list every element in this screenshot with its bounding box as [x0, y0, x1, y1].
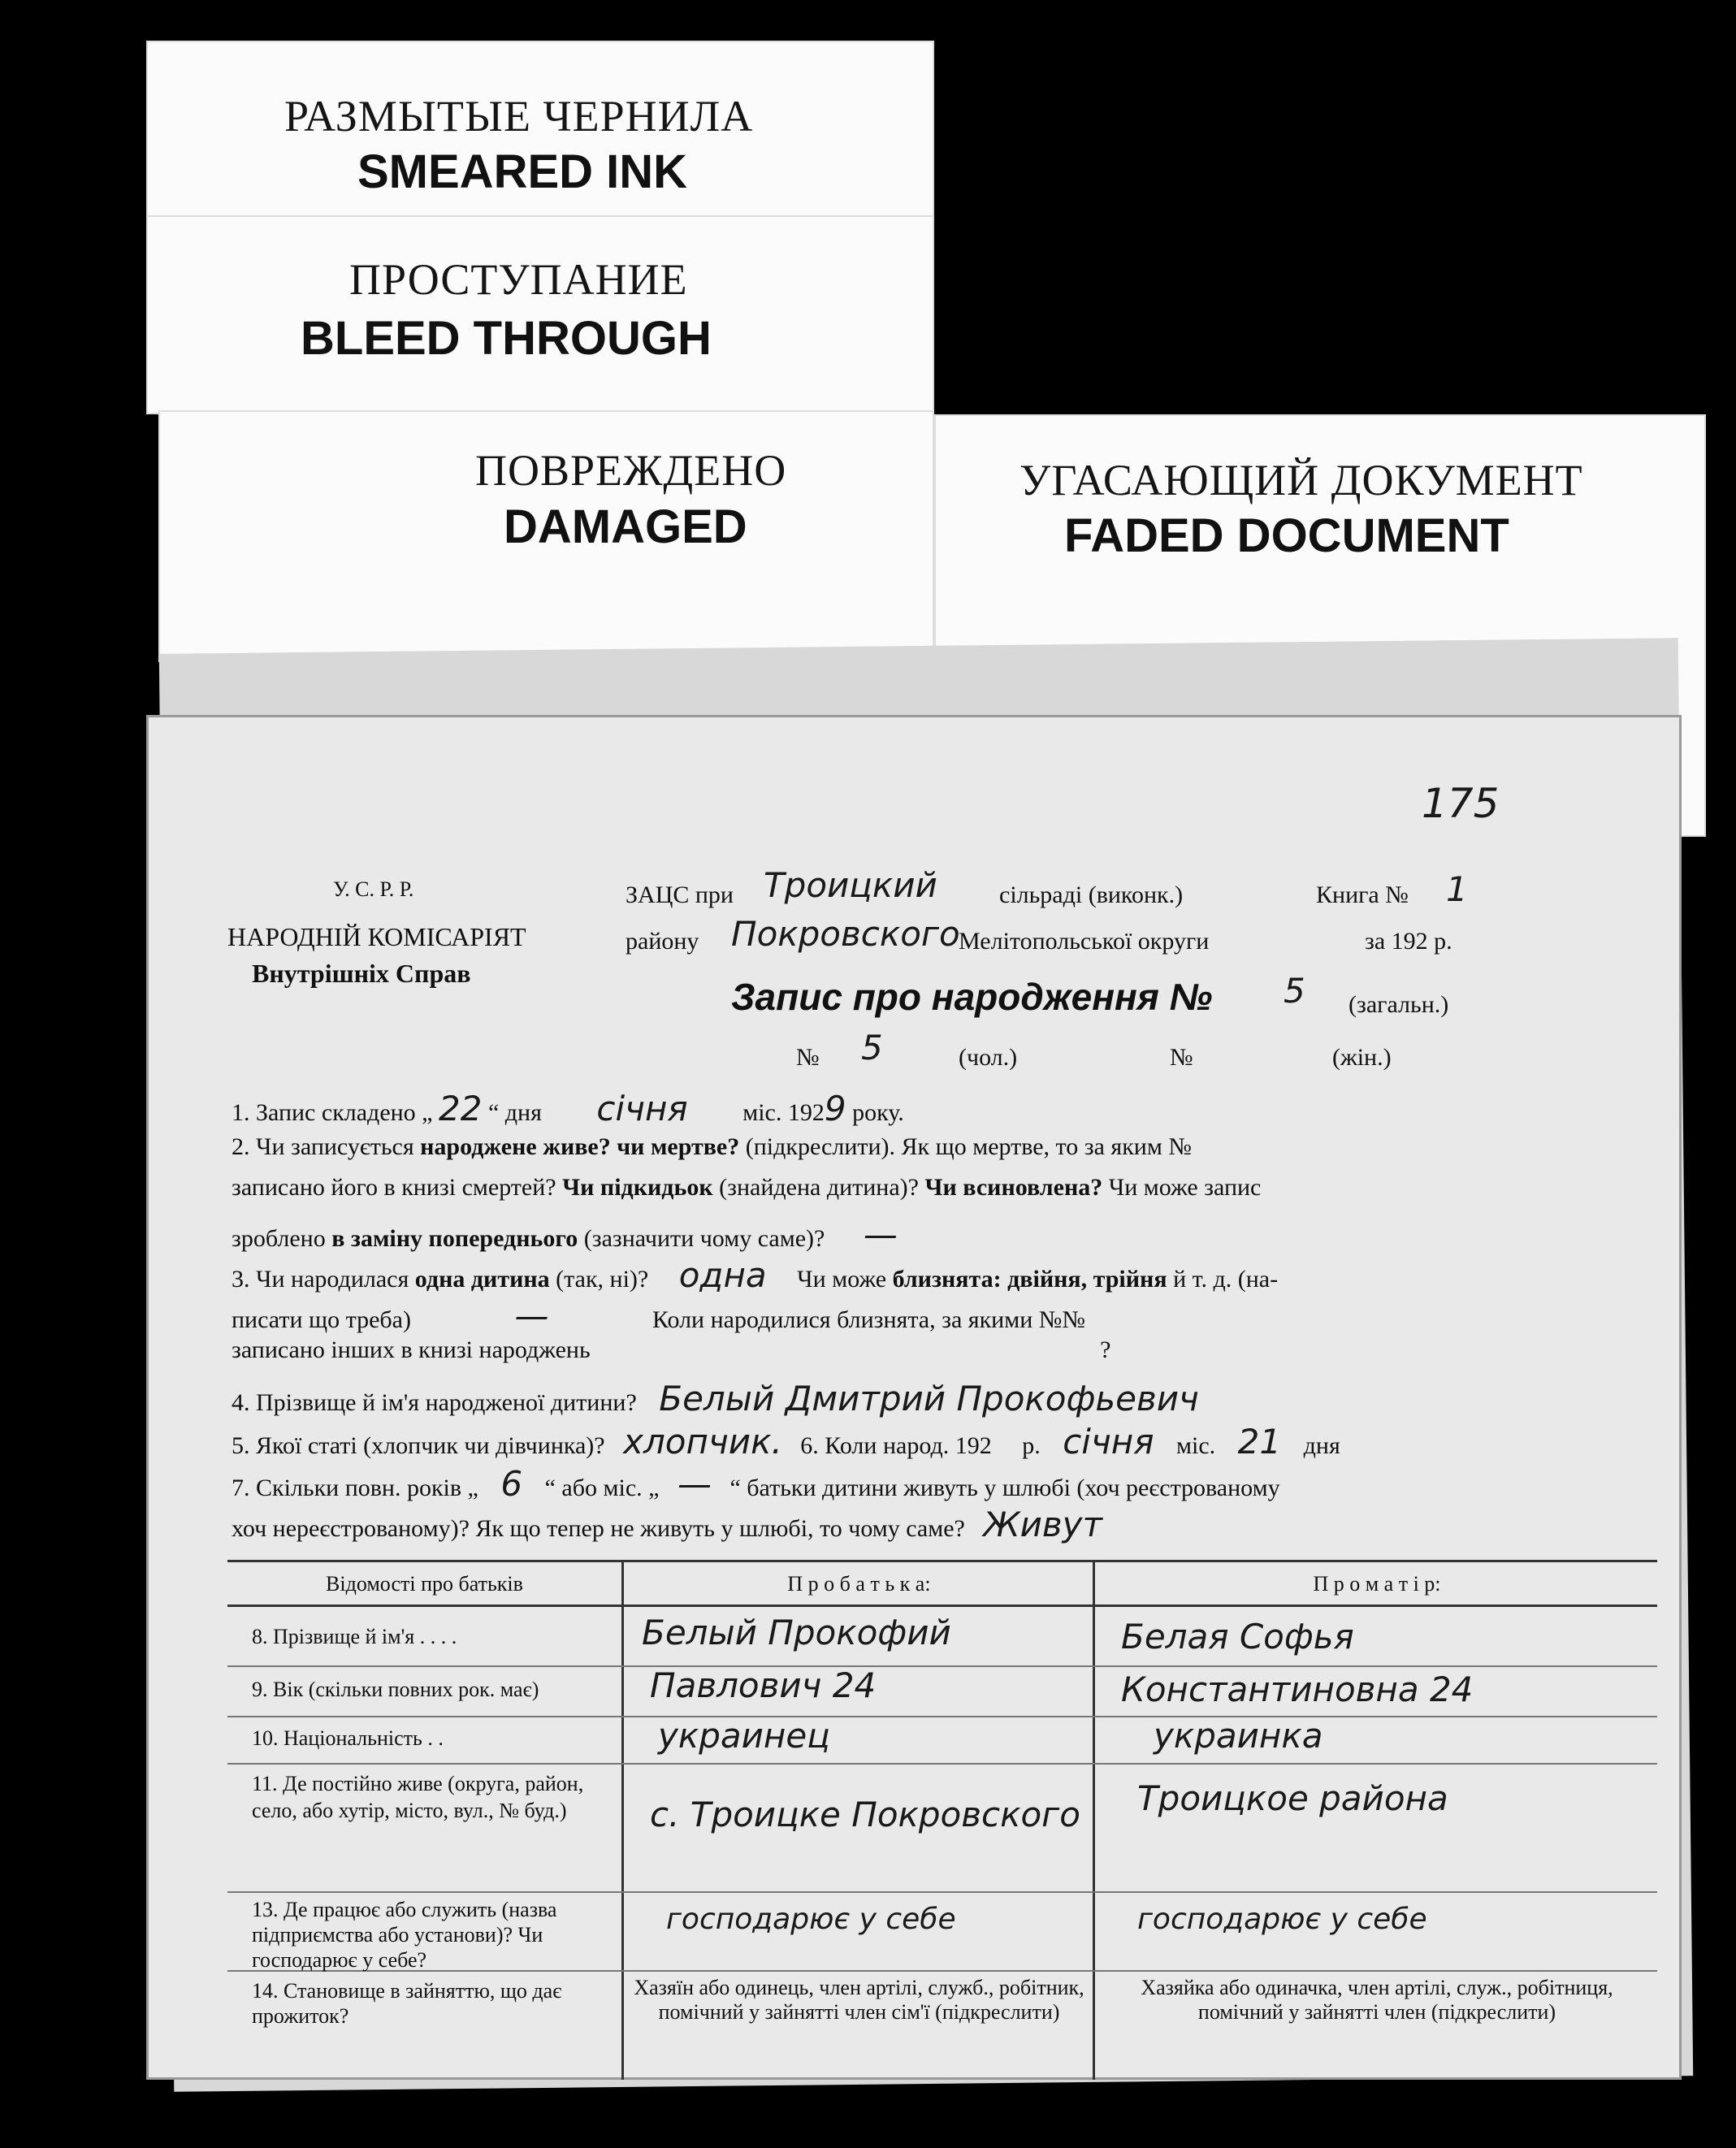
q3-line3-text: записано інших в книзі народжень [232, 1336, 591, 1363]
q6-a: 6. Коли народ. 192 [800, 1432, 992, 1459]
q3-e: близнята: двійня, трійня [892, 1266, 1167, 1293]
q2-a: 2. Чи записується [232, 1133, 414, 1160]
q2-line2 [232, 1174, 1261, 1202]
q2-line2-b: Чи підкидьок [562, 1174, 713, 1201]
q4-label: 4. Прізвище й ім'я народженої дитини? [232, 1389, 637, 1416]
record-title: Запис про народження № [731, 976, 1213, 1018]
q3-line1 [232, 1255, 1278, 1295]
okrugy-label: Мелітопольської округи [959, 928, 1210, 955]
damaged-ru: ПОВРЕЖДЕНО [475, 446, 787, 495]
q2-dash: — [863, 1215, 898, 1254]
q5-line [232, 1422, 1340, 1462]
q3-line2-b: Коли народилися близнята, за якими №№ [652, 1306, 1085, 1333]
q3-answer: одна [678, 1255, 767, 1295]
table-col-divider-2 [1093, 1560, 1095, 2080]
q7-answer: Живут [983, 1505, 1102, 1544]
birth-record-document [146, 715, 1682, 2080]
q1-label [232, 1089, 904, 1128]
q2-b: народжене живе? чи мертве? [420, 1133, 740, 1160]
q7-dash: — [677, 1464, 712, 1504]
q3-a: 3. Чи народилася [232, 1266, 409, 1293]
bleed-through-en: BLEED THROUGH [301, 312, 712, 365]
q1-a: 1. Запис складено „ [232, 1099, 433, 1126]
table-row-label: 13. Де працює або служить (назва підприємства або установи)? Чи господарює у себе? [252, 1898, 557, 1973]
zagaln-label: (загальн.) [1349, 991, 1449, 1018]
table-row-mother: Хазяйка або одиначка, член артілі, служ., робітниця, помічний у зайнятті член (підкреслити) [1141, 1976, 1613, 2024]
table-row-label: 14. Становище в зайняттю, що дає прожиток? [252, 1979, 562, 2029]
zhin-label: (жін.) [1332, 1044, 1392, 1071]
table-row-mother: Белая Софья [1121, 1617, 1354, 1656]
q3-line2-a: писати що треба) [232, 1306, 411, 1333]
q1-b: “ дня [487, 1099, 542, 1126]
q2-line2-a: записано його в книзі смертей? [232, 1174, 556, 1201]
q7-c: “ батьки дитини живуть у шлюбі (хоч реєстрованому [729, 1475, 1280, 1501]
table-col-divider-1 [621, 1560, 624, 2080]
label-smeared-ink [146, 41, 934, 219]
year-label: за 192 р. [1365, 928, 1452, 955]
label-damaged [158, 410, 934, 662]
table-row-label: 9. Вік (скільки повних рок. має) [252, 1678, 539, 1701]
q7-b: “ або міс. „ [544, 1475, 660, 1501]
table-row-mother: господарює у себе [1137, 1903, 1427, 1936]
table-row-label: 10. Національність . . [252, 1726, 444, 1750]
chol-label: (чол.) [959, 1044, 1018, 1071]
q3-c: (так, ні)? [556, 1266, 649, 1293]
q3-dash: — [514, 1296, 549, 1336]
q7-line2-text: хоч нереєстрованому)? Як що тепер не живуть у шлюбі, то чому саме? [232, 1515, 965, 1542]
male-number: 5 [861, 1028, 883, 1068]
table-row-rule [227, 1891, 1657, 1893]
zacs-place: Троицкий [764, 865, 937, 905]
table-col-1-header: Відомості про батьків [326, 1572, 523, 1596]
q1-c: міс. 192 [742, 1099, 825, 1126]
silradi-label: сільраді (виконк.) [999, 881, 1184, 908]
table-col-2-header: П р о б а т ь к а: [787, 1572, 931, 1596]
label-bleed-through [146, 215, 934, 414]
q2-line2-d: Чи всиновлена? [924, 1174, 1103, 1201]
q3-b: одна дитина [414, 1266, 550, 1293]
table-row-mother: украинка [1154, 1716, 1323, 1756]
table-row-father: господарює у себе [666, 1903, 956, 1936]
female-no-label: № [1170, 1044, 1193, 1071]
table-row-father: Белый Прокофий [642, 1613, 951, 1652]
table-row-label: 8. Прізвище й ім'я . . . . [252, 1625, 457, 1648]
table-header-rule [227, 1605, 1657, 1607]
q7-line2 [232, 1505, 1102, 1544]
q7-years: 6 [500, 1464, 523, 1504]
record-number: 5 [1284, 971, 1305, 1011]
table-top-rule [227, 1560, 1657, 1562]
table-row-father: Хазяїн або одинець, член артілі, служб., робітник, помічний у зайнятті член сім'ї (підкреслити) [634, 1976, 1084, 2024]
q1-day: 22 [439, 1089, 483, 1128]
q6-b: р. [1022, 1432, 1041, 1459]
q3-line2 [232, 1296, 1085, 1336]
table-row-label: 11. Де постійно живе (округа, район, село, або хутір, місто, вул., № буд.) [252, 1772, 584, 1822]
q2-line3-c: (зазначити чому саме)? [583, 1225, 825, 1252]
faded-document-ru: УГАСАЮЩИЙ ДОКУМЕНТ [1020, 456, 1583, 505]
q5-label: 5. Якої статі (хлопчик чи дівчинка)? [232, 1432, 605, 1459]
table-row-father: с. Троицке Покровского [650, 1795, 1080, 1834]
q1-d: року. [852, 1099, 904, 1126]
smeared-ink-ru: РАЗМЫТЫЕ ЧЕРНИЛА [284, 92, 754, 141]
q3-line3 [232, 1336, 1111, 1364]
q2-line2-e: Чи може запис [1108, 1174, 1262, 1201]
q5-answer: хлопчик. [623, 1422, 782, 1462]
table-row-father: украинец [658, 1716, 830, 1756]
male-no-label: № [796, 1044, 820, 1071]
smeared-ink-en: SMEARED INK [357, 145, 688, 198]
table-row-rule [227, 1763, 1657, 1765]
usrr: У. С. Р. Р. [333, 877, 414, 901]
q4-answer: Белый Дмитрий Прокофьевич [659, 1379, 1199, 1418]
rayon-name: Покровского [731, 914, 960, 954]
q1-year: 9 [824, 1089, 846, 1128]
zacs-label: ЗАЦС при [626, 881, 734, 908]
q2-line3 [232, 1215, 898, 1254]
damaged-en: DAMAGED [504, 500, 747, 553]
bleed-through-ru: ПРОСТУПАНИЕ [349, 255, 688, 304]
q1-month: січня [596, 1089, 688, 1128]
table-row-mother: Константиновна 24 [1121, 1669, 1474, 1709]
rayonu-label: району [626, 928, 699, 955]
book-number: 1 [1446, 869, 1468, 909]
q3-line3-end: ? [1100, 1336, 1111, 1363]
faded-document-en: FADED DOCUMENT [1064, 509, 1509, 562]
q4-line [232, 1379, 1199, 1418]
q2-c: (підкреслити). Як що мертве, то за яким № [745, 1133, 1192, 1160]
q2-line2-c: (знайдена дитина)? [719, 1174, 919, 1201]
q2-line3-a: зроблено [232, 1225, 326, 1252]
commissariat: НАРОДНІЙ КОМІСАРІЯТ [227, 922, 526, 951]
book-label: Книга № [1316, 881, 1409, 908]
q3-d: Чи може [797, 1266, 887, 1293]
q7-line1 [232, 1464, 1280, 1504]
q2-line1 [232, 1133, 1192, 1161]
q3-f: й т. д. (на- [1173, 1266, 1279, 1293]
q6-day: 21 [1237, 1422, 1282, 1462]
internal-affairs: Внутрішніх Справ [252, 959, 471, 988]
q6-month: січня [1063, 1422, 1154, 1462]
table-row-rule [227, 1665, 1657, 1667]
page-number: 175 [1422, 780, 1500, 827]
q2-line3-b: в заміну попереднього [331, 1225, 578, 1252]
q6-c: міс. [1176, 1432, 1216, 1459]
table-row-father: Павлович 24 [650, 1665, 877, 1705]
table-row-mother: Троицкое района [1137, 1778, 1448, 1818]
table-col-3-header: П р о м а т і р: [1313, 1572, 1441, 1596]
table-row-rule [227, 1716, 1657, 1717]
q7-a: 7. Скільки повн. років „ [232, 1475, 478, 1501]
q6-d: дня [1303, 1432, 1340, 1459]
